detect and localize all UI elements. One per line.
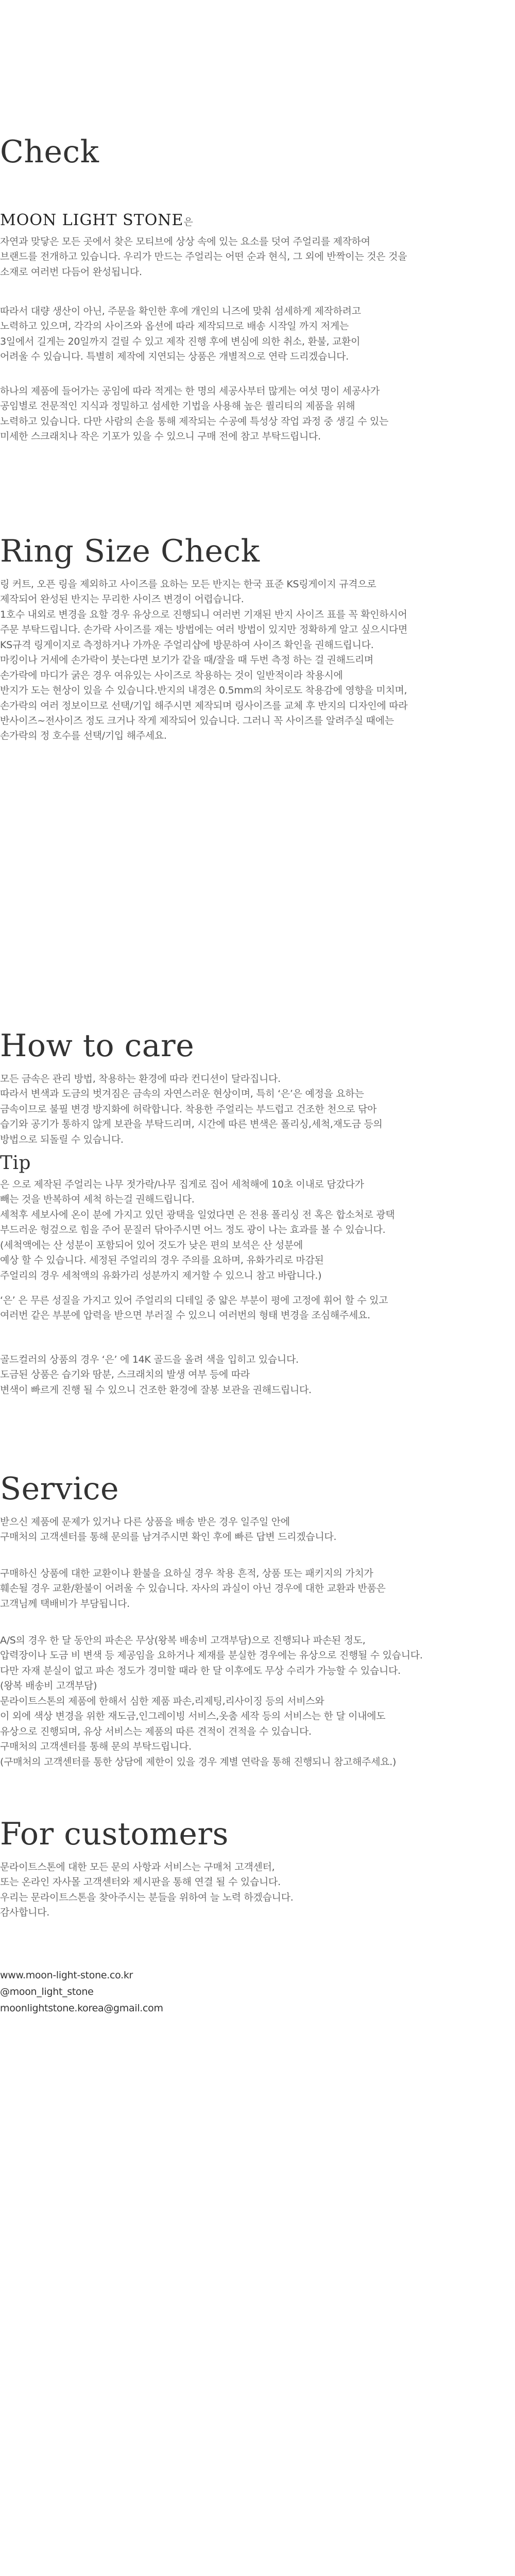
check-paragraph-handmade: 하나의 제품에 들어가는 공임에 따라 적게는 한 명의 세공사부터 많게는 여섯 명이 세공사가 공임별로 전문적인 지식과 정밀하고 섬세한 기법을 사용해 높은 퀄리티의 제품을 위해 노력하고 있습니다. 다만 사람의 손을 통해 제작되는 수공예 특성상 작업 과정 중 생길 수 있는 미세한 스크래치나 작은 기포가 있을 수 있으니 구매 전에 참고 부탁드립니다.: [0, 385, 389, 443]
check-title: Check: [0, 134, 99, 170]
service-body-as: A/S의 경우 한 달 동안의 파손은 무상(왕복 배송비 고객부담)으로 진행되나 파손된 정도, 압력장이나 도금 비 변색 등 제공임을 요하거나 제재를 분실한 경우에는 유상으로 진행될 수 있습니다. 다만 자재 분실이 없고 파손 정도가 경미할 때라 한 달 이후에도 무상 수리가 가능할 수 있습니다. (왕복 배송비 고객부담) 문라이트스톤의 제품에 한해서 심한 제품 파손,리제팅,리사이징 등의 서비스와 이 외에 색상 변경을 위한 재도금,인그레이빙 서비스,옷춤 세작 등의 서비스는 한 달 이내에도 유상으로 진행되며, 유상 서비스는 제품의 따른 견적이 견적을 수 있습니다. 구매처의 고객센터를 통해 문의 부탁드립니다. (구매처의 고객센터를 통한 상담에 제한이 있을 경우 계별 연락을 통해 진행되니 참고해주세요.): [0, 1635, 423, 1768]
email-link[interactable]: moonlightstone.korea@gmail.com: [0, 2003, 163, 2014]
care-body-intro: 모든 금속은 관리 방법, 착용하는 환경에 따라 컨디션이 달라집니다. 따라서 변색과 도금의 벗겨짐은 금속의 자연스러운 현상이며, 특히 ‘은’은 예정을 요하는 금속이므로 불필 변경 방지화에 허락합니다. 착용한 주얼리는 부드럽고 건조한 천으로 닦아 습기와 공기가 통하지 않게 보관을 부탁드리며, 시간에 따른 변색은 폴리싱,세척,재도금 등의 방법으로 되돌릴 수 있습니다.: [0, 1073, 383, 1145]
service-body-issues: 받으신 제품에 문제가 있거나 다른 상품을 배송 받은 경우 일주일 안에 구매처의 고객센터를 통해 문의를 남겨주시면 확인 후에 빠른 답변 드리겠습니다.: [0, 1516, 337, 1543]
tip-title: Tip: [0, 1153, 31, 1174]
brand-logotype: MOON LIGHT STONE: [0, 211, 184, 229]
brand-line: [0, 211, 510, 229]
customers-body: 문라이트스톤에 대한 모든 문의 사항과 서비스는 구매처 고객센터, 또는 온라인 자사몰 고객센터와 제시판을 통해 연결 될 수 있습니다. 우리는 문라이트스톤을 찾아주시는 분들을 위하여 늘 노력 하겠습니다. 감사합니다.: [0, 1861, 294, 1919]
service-title: Service: [0, 1471, 119, 1507]
care-body-silver: ‘은’ 은 무른 성질을 가지고 있어 주얼리의 디테일 중 얇은 부분이 평에 고정에 휘어 할 수 있고 여러번 같은 부분에 압력을 받으면 부러질 수 있으니 여러번의 형태 변경을 조심해주세요.: [0, 1295, 388, 1321]
service-body-exchange: 구매하신 상품에 대한 교환이나 환불을 요하실 경우 착용 흔적, 상품 또는 패키지의 가치가 훼손될 경우 교환/환불이 어려울 수 있습니다. 자사의 과실이 아닌 경우에 대한 교환과 반품은 고객님께 택배비가 부담됩니다.: [0, 1568, 386, 1609]
tip-body: 은 으로 제작된 주얼리는 나무 젓가락/나무 집게로 집어 세척해에 10초 이내로 담갔다가 빼는 것을 반복하여 세척 하는걸 권해드립니다. 세척후 세보사에 온이 분에 가지고 있던 광택을 일었다면 은 전용 폴리싱 전 혹은 합소처로 광택 부드러운 헝겊으로 힘을 주어 문질러 닦아주시면 어느 정도 광이 나는 효과를 볼 수 있습니다. (세척액에는 산 성분이 포함되어 있어 것도가 낮은 편의 보석은 산 성분에 예상 할 수 있습니다. 세정된 주얼리의 경우 주의를 요하며, 유화가리로 마감된 주얼리의 경우 세척액의 유화가리 성분까지 제거할 수 있으니 참고 바랍니다.): [0, 1179, 395, 1281]
instagram-handle[interactable]: @moon_light_stone: [0, 1986, 94, 1997]
ring-size-check-body: 링 커트, 오픈 링을 제외하고 사이즈를 요하는 모든 반지는 한국 표준 KS링게이지 규격으로 제작되어 완성된 반지는 무리한 사이즈 변경이 어렵습니다. 1호수 내외로 변경을 요할 경우 유상으로 진행되니 여러번 기재된 반지 사이즈 표를 꼭 확인하시어 주문 부탁드립니다. 손가락 사이즈를 재는 방법에는 여러 방법이 있지만 정확하게 알고 싶으시다면 KS규격 링게이지로 측정하거나 가까운 주얼리샵에 방문하여 사이즈 확인을 권해드립니다. 마킹이나 거세에 손가락이 붓는다면 보기가 같을 때/잘을 때 두번 측정 하는 걸 권해드리며 손가락에 마디가 굵은 경우 여유있는 사이즈로 착용하는 것이 일반적이라 착용시에 반지가 도는 현상이 있을 수 있습니다.반지의 내경은 0.5mm의 차이로도 착용감에 영향을 미치며, 손가락의 여러 정보이므로 선택/기입 해주시면 제작되며 링사이즈를 교체 후 반지의 디자인에 따라 반사이즈~전사이즈 정도 크거나 작게 제작되어 있습니다. 그러니 꼭 사이즈를 알려주실 때에는 손가락의 정 호수를 선택/기입 해주세요.: [0, 579, 408, 742]
check-paragraph-production: 따라서 대량 생산이 아닌, 주문을 확인한 후에 개인의 니즈에 맞춰 섬세하게 제작하려고 노력하고 있으며, 각각의 사이즈와 옵션에 따라 제작되므로 배송 시작일 까지 저게는 3일에서 길게는 20일까지 걸릴 수 있고 제작 진행 후에 변심에 의한 취소, 환불, 교환이 어려울 수 있습니다. 특별히 제작에 지연되는 상품은 개별적으로 연락 드리겠습니다.: [0, 306, 361, 363]
how-to-care-title: How to care: [0, 1028, 195, 1064]
check-intro: 자연과 맞닿은 모든 곳에서 찾은 모티브에 상상 속에 있는 요소를 덧여 주얼리를 제작하여 브랜드를 전개하고 있습니다. 우리가 만드는 주얼리는 어떤 순과 현식, 그 외에 반짝이는 것은 것을 소재로 여러번 다듬어 완성됩니다.: [0, 236, 407, 278]
care-body-gold: 골드컬러의 상품의 경우 ‘은’ 에 14K 골드을 올려 색을 입히고 있습니다. 도금된 상품은 습기와 땀분, 스크래치의 발생 여부 등에 따라 변색이 빠르게 진행 될 수 있으니 건조한 환경에 잘봉 보관을 권해드립니다.: [0, 1354, 312, 1396]
brand-suffix: 은: [183, 216, 193, 228]
for-customers-title: For customers: [0, 1816, 229, 1852]
ring-size-check-title: Ring Size Check: [0, 533, 260, 569]
website-link[interactable]: www.moon-light-stone.co.kr: [0, 1970, 133, 1981]
